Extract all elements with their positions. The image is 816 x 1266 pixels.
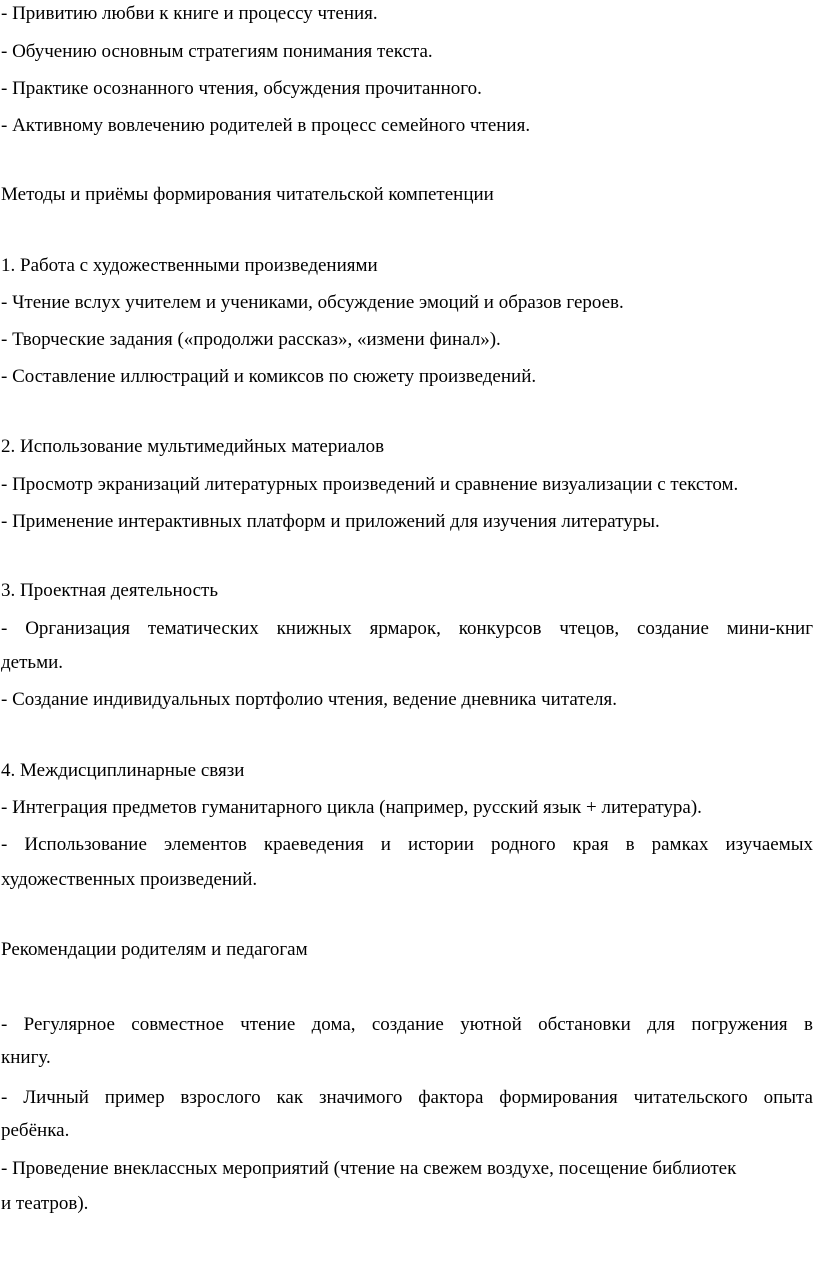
- section-1-title: 1. Работа с художественными произведениями: [1, 255, 378, 276]
- recommendation-3-line-1: - Проведение внеклассных мероприятий (чтение на свежем воздухе, посещение библиотек: [1, 1158, 737, 1179]
- section-2-item-2: - Применение интерактивных платформ и приложений для изучения литературы.: [1, 511, 660, 532]
- section-2-title: 2. Использование мультимедийных материалов: [1, 436, 385, 457]
- recommendation-3-line-2: и театров).: [1, 1193, 89, 1214]
- recommendation-1-line-2: книгу.: [1, 1047, 51, 1068]
- section-4-item-1: - Интеграция предметов гуманитарного цикла (например, русский язык + литература).: [1, 797, 702, 818]
- intro-item-2: - Обучению основным стратегиям понимания текста.: [1, 41, 433, 62]
- section-3-item-1-line-1: - Организация тематических книжных ярмарок, конкурсов чтецов, создание мини-книг: [1, 618, 813, 639]
- section-1-item-2: - Творческие задания («продолжи рассказ», «измени финал»).: [1, 329, 501, 350]
- methods-heading: Методы и приёмы формирования читательской компетенции: [1, 184, 494, 205]
- intro-item-1: - Привитию любви к книге и процессу чтения.: [1, 3, 378, 24]
- section-3-item-1-line-2: детьми.: [1, 652, 64, 673]
- recommendation-2-line-1: - Личный пример взрослого как значимого фактора формирования читательского опыта: [1, 1087, 813, 1108]
- recommendation-2-line-2: ребёнка.: [1, 1120, 70, 1141]
- recommendations-heading: Рекомендации родителям и педагогам: [1, 939, 308, 960]
- section-1-item-3: - Составление иллюстраций и комиксов по сюжету произведений.: [1, 366, 537, 387]
- section-2-item-1: - Просмотр экранизаций литературных произведений и сравнение визуализации с текстом.: [1, 474, 739, 495]
- section-1-item-1: - Чтение вслух учителем и учениками, обсуждение эмоций и образов героев.: [1, 292, 624, 313]
- section-3-item-2: - Создание индивидуальных портфолио чтения, ведение дневника читателя.: [1, 689, 618, 710]
- recommendation-1-line-1: - Регулярное совместное чтение дома, создание уютной обстановки для погружения в: [1, 1014, 813, 1035]
- section-3-title: 3. Проектная деятельность: [1, 580, 219, 601]
- intro-item-3: - Практике осознанного чтения, обсуждения прочитанного.: [1, 78, 482, 99]
- intro-item-4: - Активному вовлечению родителей в процесс семейного чтения.: [1, 115, 531, 136]
- section-4-item-2-line-1: - Использование элементов краеведения и истории родного края в рамках изучаемых: [1, 834, 813, 855]
- section-4-title: 4. Междисциплинарные связи: [1, 760, 245, 781]
- section-4-item-2-line-2: художественных произведений.: [1, 869, 258, 890]
